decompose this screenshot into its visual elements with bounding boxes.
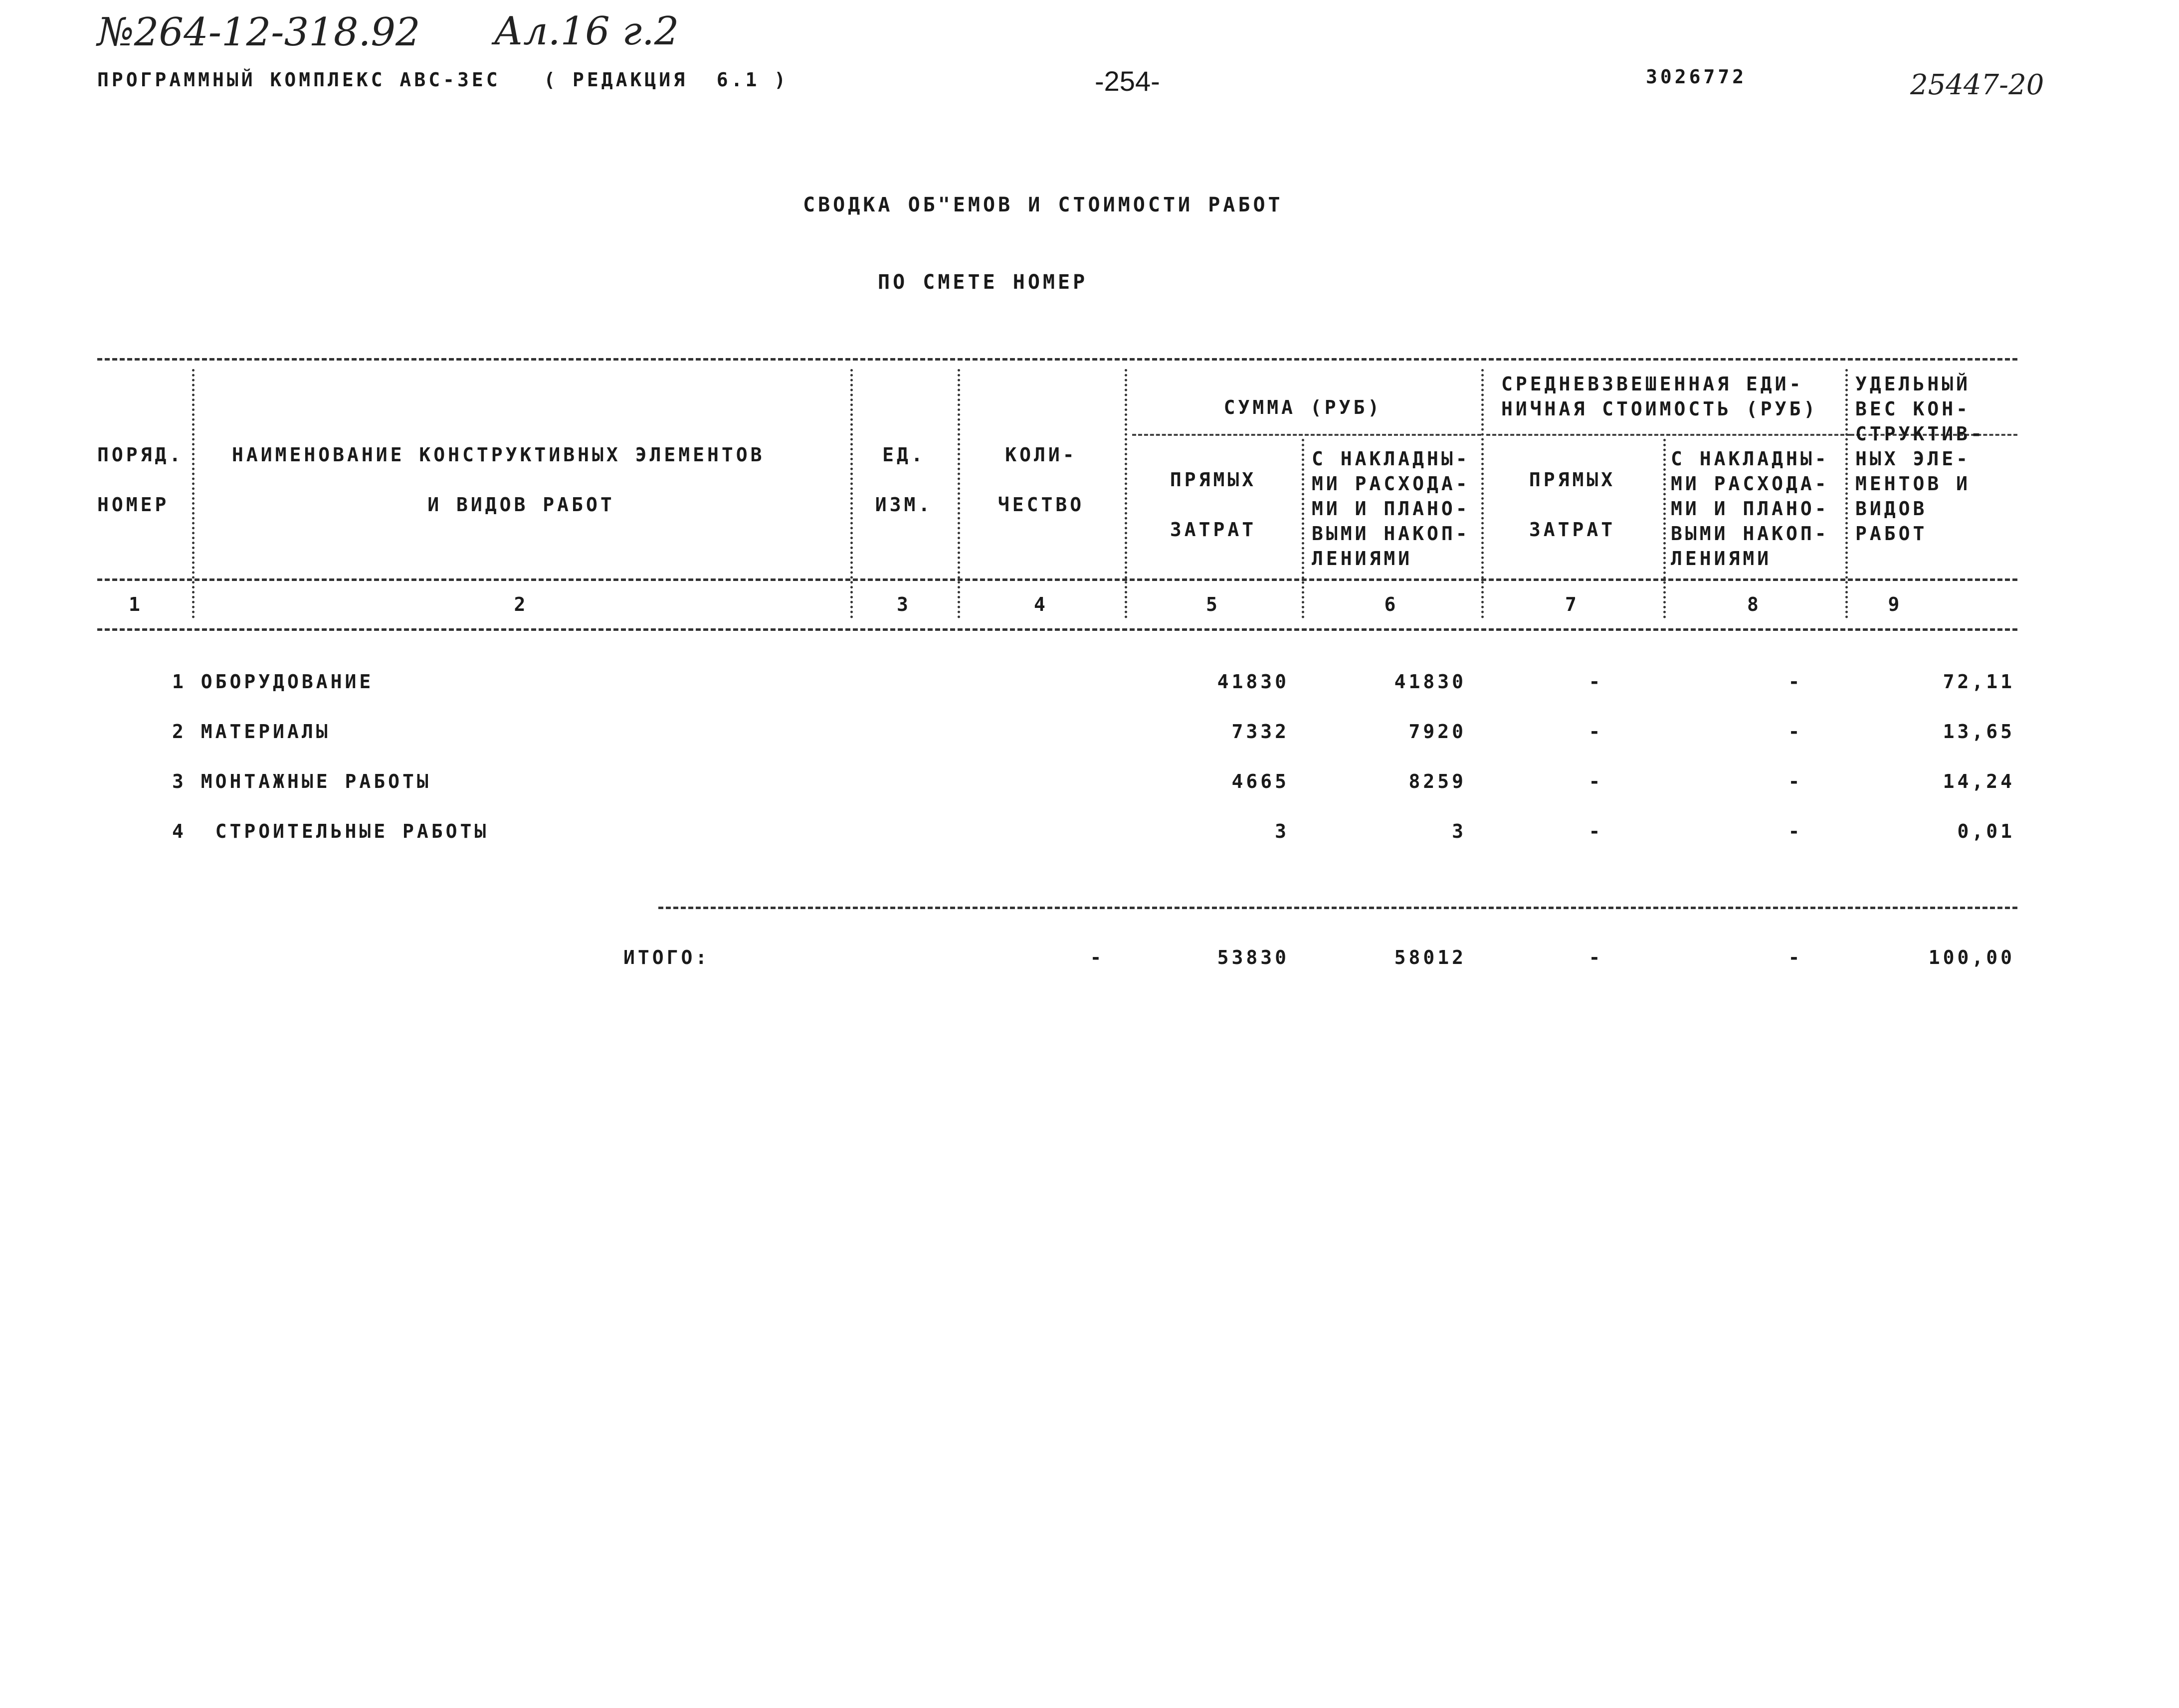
col7-header-line2: ЗАТРАТ: [1529, 519, 1616, 541]
col-sep-5: [1302, 439, 1304, 618]
row-avg-direct: -: [1588, 820, 1603, 842]
row-direct: 41830: [1217, 671, 1289, 693]
row-name: 1 ОБОРУДОВАНИЕ: [172, 671, 374, 693]
col6-header-line2: МИ РАСХОДА-: [1312, 473, 1470, 495]
header-code: 3026772: [1646, 66, 1747, 88]
col-number-7: 7: [1565, 593, 1580, 615]
col8-header-line3: МИ И ПЛАНО-: [1671, 498, 1829, 520]
col4-header-line1: КОЛИ-: [1005, 444, 1077, 466]
col-number-9: 9: [1888, 593, 1903, 615]
row-name: 3 МОНТАЖНЫЕ РАБОТЫ: [172, 770, 431, 792]
total-label: ИТОГО:: [623, 947, 710, 968]
col-number-2: 2: [514, 593, 529, 615]
total-avg-overhead: -: [1788, 947, 1803, 968]
row-avg-direct: -: [1588, 671, 1603, 693]
row-avg-overhead: -: [1788, 770, 1803, 792]
row-avg-overhead: -: [1788, 820, 1803, 842]
row-share: 72,11: [1943, 671, 2015, 693]
row-overhead: 7920: [1408, 721, 1466, 743]
total-overhead: 58012: [1394, 947, 1466, 968]
row-name: 2 МАТЕРИАЛЫ: [172, 721, 331, 743]
table-top-rule: [97, 358, 2017, 361]
col6-header-line3: МИ И ПЛАНО-: [1312, 498, 1470, 520]
col9-header-line5: МЕНТОВ И: [1855, 473, 1971, 495]
col1-header-line1: ПОРЯД.: [97, 444, 184, 466]
col-number-3: 3: [897, 593, 911, 615]
handwritten-right-code: 25447-20: [1910, 69, 2044, 101]
col9-header-line4: НЫХ ЭЛЕ-: [1855, 448, 1971, 470]
row-share: 0,01: [1957, 820, 2015, 842]
row-overhead: 41830: [1394, 671, 1466, 693]
row-share: 14,24: [1943, 770, 2015, 792]
col-sep-8: [1845, 369, 1848, 618]
row-share: 13,65: [1943, 721, 2015, 743]
col-number-5: 5: [1206, 593, 1220, 615]
col3-header-line2: ИЗМ.: [875, 494, 933, 516]
handwritten-doc-number: №264-12-318.92: [97, 10, 420, 55]
col4-header-line2: ЧЕСТВО: [997, 494, 1085, 516]
total-avg-direct: -: [1588, 947, 1603, 968]
total-share: 100,00: [1928, 947, 2015, 968]
col-sep-7: [1663, 439, 1666, 618]
sum-group-rule: [1132, 434, 1481, 436]
total-qty: -: [1090, 947, 1105, 968]
col7-header-line1: ПРЯМЫХ: [1529, 469, 1616, 491]
row-name: 4 СТРОИТЕЛЬНЫЕ РАБОТЫ: [172, 820, 489, 842]
col-number-1: 1: [129, 593, 143, 615]
total-rule: [658, 907, 2017, 909]
col8-header-line5: ЛЕНИЯМИ: [1671, 548, 1772, 569]
col8-header-line1: С НАКЛАДНЫ-: [1671, 448, 1829, 470]
col9-header-line3: СТРУКТИВ-: [1855, 423, 1985, 445]
col6-header-line1: С НАКЛАДНЫ-: [1312, 448, 1470, 470]
avg-group-header-line2: НИЧНАЯ СТОИМОСТЬ (РУБ): [1501, 398, 1818, 420]
program-title: ПРОГРАММНЫЙ КОМПЛЕКС АВС-ЗЕС ( РЕДАКЦИЯ 6.1 ): [97, 69, 789, 91]
row-direct: 7332: [1231, 721, 1289, 743]
row-avg-overhead: -: [1788, 671, 1803, 693]
col6-header-line5: ЛЕНИЯМИ: [1312, 548, 1413, 569]
col8-header-line4: ВЫМИ НАКОП-: [1671, 523, 1829, 545]
col9-header-line2: ВЕС КОН-: [1855, 398, 1971, 420]
sum-group-header: СУММА (РУБ): [1223, 396, 1383, 418]
col-number-4: 4: [1034, 593, 1048, 615]
row-overhead: 3: [1452, 820, 1466, 842]
page-number: -254-: [1095, 65, 1160, 97]
col9-header-line1: УДЕЛЬНЫЙ: [1855, 373, 1971, 395]
col9-header-line7: РАБОТ: [1855, 523, 1928, 545]
col3-header-line1: ЕД.: [882, 444, 926, 466]
handwritten-album: Ал.16 г.2: [494, 9, 679, 54]
col6-header-line4: ВЫМИ НАКОП-: [1312, 523, 1470, 545]
table-header-bottom-rule: [97, 578, 2017, 581]
table-numbers-bottom-rule: [97, 628, 2017, 631]
row-direct: 3: [1275, 820, 1289, 842]
page-title: СВОДКА ОБ"ЕМОВ И СТОИМОСТИ РАБОТ: [803, 193, 1283, 216]
row-avg-direct: -: [1588, 770, 1603, 792]
avg-group-rule: [1486, 434, 1850, 436]
row-avg-overhead: -: [1788, 721, 1803, 743]
col2-header-line2: И ВИДОВ РАБОТ: [427, 494, 615, 516]
col5-header-line2: ЗАТРАТ: [1170, 519, 1257, 541]
col5-header-line1: ПРЯМЫХ: [1170, 469, 1257, 491]
avg-group-header-line1: СРЕДНЕВЗВЕШЕННАЯ ЕДИ-: [1501, 373, 1804, 395]
col-number-6: 6: [1384, 593, 1399, 615]
col1-header-line2: НОМЕР: [97, 494, 170, 516]
col-number-8: 8: [1747, 593, 1762, 615]
row-overhead: 8259: [1408, 770, 1466, 792]
total-direct: 53830: [1217, 947, 1289, 968]
row-avg-direct: -: [1588, 721, 1603, 743]
col8-header-line2: МИ РАСХОДА-: [1671, 473, 1829, 495]
row-direct: 4665: [1231, 770, 1289, 792]
page-subtitle: ПО СМЕТЕ НОМЕР: [878, 271, 1088, 294]
col2-header-line1: НАИМЕНОВАНИЕ КОНСТРУКТИВНЫХ ЭЛЕМЕНТОВ: [232, 444, 765, 466]
col-sep-6: [1481, 369, 1484, 618]
col9-header-line6: ВИДОВ: [1855, 498, 1928, 520]
